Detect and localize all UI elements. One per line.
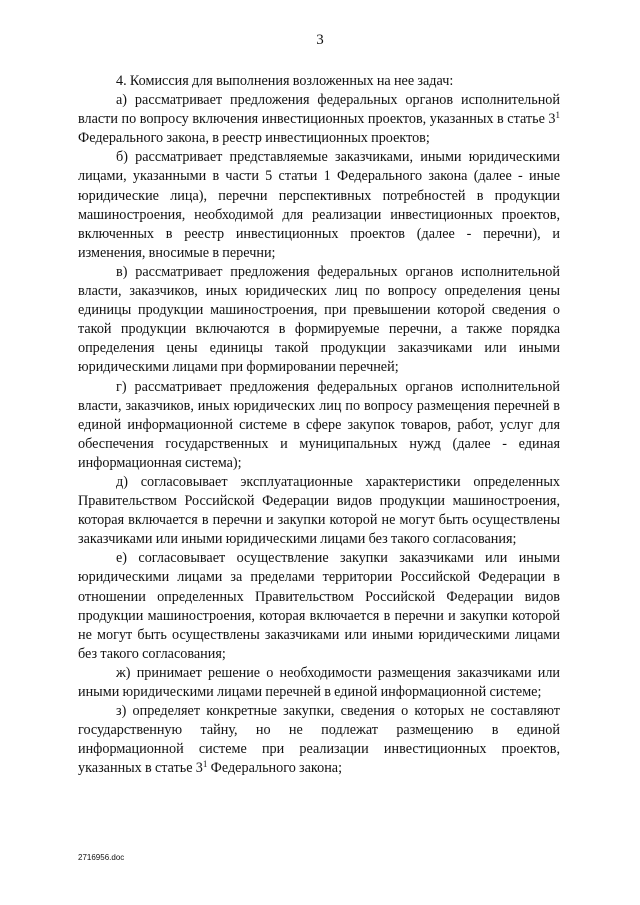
paragraph-intro: 4. Комиссия для выполнения возложенных на нее задач: xyxy=(116,73,454,89)
paragraph-a-text-before: а) рассматривает предложения федеральных органов исполнительной власти по вопросу включения инвестиционных проектов, указанных в статье 3 xyxy=(78,92,560,128)
paragraph-a xyxy=(78,91,560,148)
paragraph-e: е) согласовывает осуществление закупки заказчиками или иными юридическими лицами за пределами территории Российской Федерации в отношении определенных Правительством Российской Федерации видов продукции машиностроения, которая включается в перечни и закупки которой не могут быть осуществлены заказчиками или иными юридическими лицами без такого согласования; xyxy=(78,550,560,662)
paragraph-a-text-after: Федерального закона, в реестр инвестиционных проектов; xyxy=(78,130,430,147)
paragraph-d: д) согласовывает эксплуатационные характеристики определенных Правительством Российской Федерации видов продукции машиностроения, которая включается в перечни и закупки которой не могут быть осуществлены заказчиками или иными юридическими лицами без такого согласования; xyxy=(78,473,560,548)
paragraph-b: б) рассматривает представляемые заказчиками, иными юридическими лицами, указанными в части 5 статьи 1 Федерального закона (далее - иные юридические лица), перечни перспективных потребностей в продукции машиностроения, необходимой для реализации инвестиционных проектов, включенных в реестр инвестиционных проектов (далее - перечни), и изменения, вносимые в перечни; xyxy=(78,149,560,261)
document-body xyxy=(78,72,560,778)
paragraph-z-text-before: з) определяет конкретные закупки, сведения о которых не составляют государственную тайну, но не подлежат размещению в единой информационной системе при реализации инвестиционных проектов, указанных в статье 3 xyxy=(78,703,560,777)
paragraph-g: г) рассматривает предложения федеральных органов исполнительной власти, заказчиков, иных юридических лиц по вопросу размещения перечней в единой информационной системе в сфере закупок товаров, работ, услуг для обеспечения государственных и муниципальных нужд (далее - единая информационная система); xyxy=(78,378,560,471)
paragraph-z xyxy=(78,702,560,778)
superscript-1: 1 xyxy=(555,110,560,121)
page-number: 3 xyxy=(316,32,324,48)
paragraph-v: в) рассматривает предложения федеральных органов исполнительной власти, заказчиков, иных юридических лиц по вопросу определения цены единицы продукции машиностроения, при превышении которой сведения о такой продукции включаются в формируемые перечни, а также порядка определения цены единицы такой продукции заказчиками или иными юридическими лицами при формировании перечней; xyxy=(78,263,560,376)
paragraph-zh: ж) принимает решение о необходимости размещения заказчиками или иными юридическими лицами перечней в единой информационной системе; xyxy=(78,664,560,700)
footer-filename: 2716956.doc xyxy=(78,853,125,862)
paragraph-z-text-after: Федерального закона; xyxy=(207,760,343,777)
superscript-1: 1 xyxy=(202,759,208,770)
